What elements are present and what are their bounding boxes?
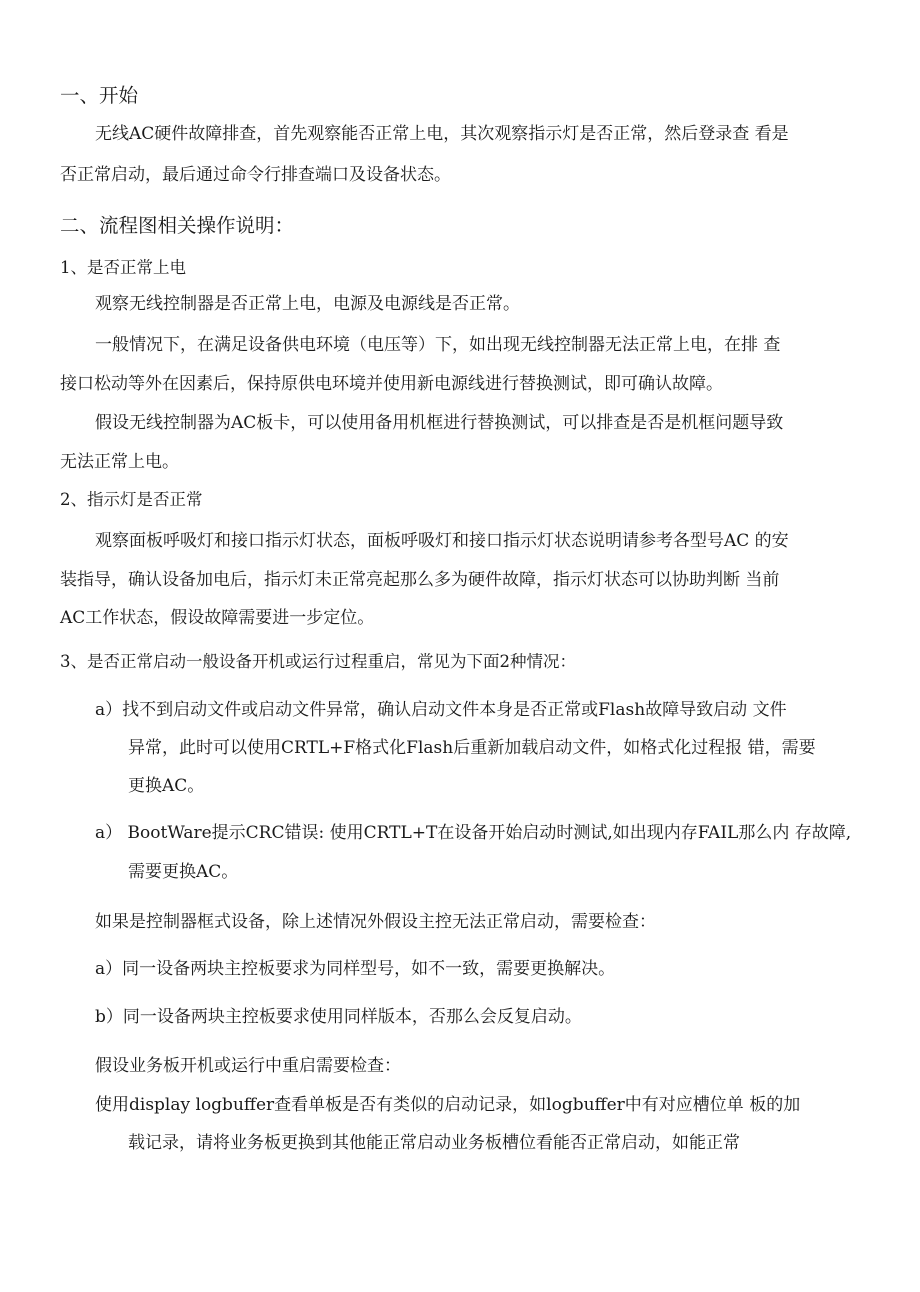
list-item-boot-file-line-3: 更换AC。 [128,776,205,796]
list-item-boot-file-line-2: 异常，此时可以使用CRTL+F格式化Flash后重新加载启动文件，如格式化过程报 错，需要 [128,738,816,758]
list-item-crc-error-line-2: 需要更换AC。 [128,862,239,882]
paragraph-ac-card-line-1: 假设无线控制器为AC板卡，可以使用备用机框进行替换测试，可以排查是否是机框问题导致 [95,413,784,433]
subheading-indicator-lights: 2、指示灯是否正常 [60,490,203,509]
paragraph-power-general-line-1: 一般情况下，在满足设备供电环境（电压等）下，如出现无线控制器无法正常上电，在排 查 [95,335,781,355]
paragraph-frame-device: 如果是控制器框式设备，除上述情况外假设主控无法正常启动，需要检查： [95,912,656,932]
heading-flowchart-notes: 二、流程图相关操作说明： [60,214,295,237]
subheading-power-on: 1、是否正常上电 [60,258,186,277]
paragraph-indicator-line-3: AC工作状态，假设故障需要进一步定位。 [60,608,375,628]
paragraph-indicator-line-2: 装指导，确认设备加电后，指示灯未正常亮起那么多为硬件故障，指示灯状态可以协助判断 当前 [60,570,780,590]
paragraph-intro-line-1: 无线AC硬件故障排查，首先观察能否正常上电，其次观察指示灯是否正常，然后登录查 看是 [95,124,789,144]
heading-start: 一、开始 [60,84,139,107]
list-item-crc-error-line-1: a） BootWare提示CRC错误: 使用CRTL+T在设备开始启动时测试,如出现内存FAIL那么内 存故障, [95,823,852,843]
list-item-same-model: a）同一设备两块主控板要求为同样型号，如不一致，需要更换解决。 [95,959,616,979]
subheading-normal-boot: 3、是否正常启动一般设备开机或运行过程重启，常见为下面2种情况： [60,652,576,671]
paragraph-logbuffer-line-1: 使用display logbuffer查看单板是否有类似的启动记录，如logbuffer中有对应槽位单 板的加 [95,1095,801,1115]
list-item-boot-file-line-1: a）找不到启动文件或启动文件异常，确认启动文件本身是否正常或Flash故障导致启动 文件 [95,700,787,720]
paragraph-indicator-line-1: 观察面板呼吸灯和接口指示灯状态，面板呼吸灯和接口指示灯状态说明请参考各型号AC 的安 [95,531,789,551]
paragraph-logbuffer-line-2: 载记录，请将业务板更换到其他能正常启动业务板槽位看能否正常启动，如能正常 [128,1133,740,1153]
paragraph-intro-line-2: 否正常启动，最后通过命令行排查端口及设备状态。 [60,165,451,185]
paragraph-power-check: 观察无线控制器是否正常上电，电源及电源线是否正常。 [95,294,520,314]
paragraph-ac-card-line-2: 无法正常上电。 [60,452,179,472]
paragraph-service-board: 假设业务板开机或运行中重启需要检查： [95,1056,401,1076]
list-item-same-version: b）同一设备两块主控板要求使用同样版本，否那么会反复启动。 [95,1007,582,1027]
paragraph-power-general-line-2: 接口松动等外在因素后，保持原供电环境并使用新电源线进行替换测试，即可确认故障。 [60,374,723,394]
